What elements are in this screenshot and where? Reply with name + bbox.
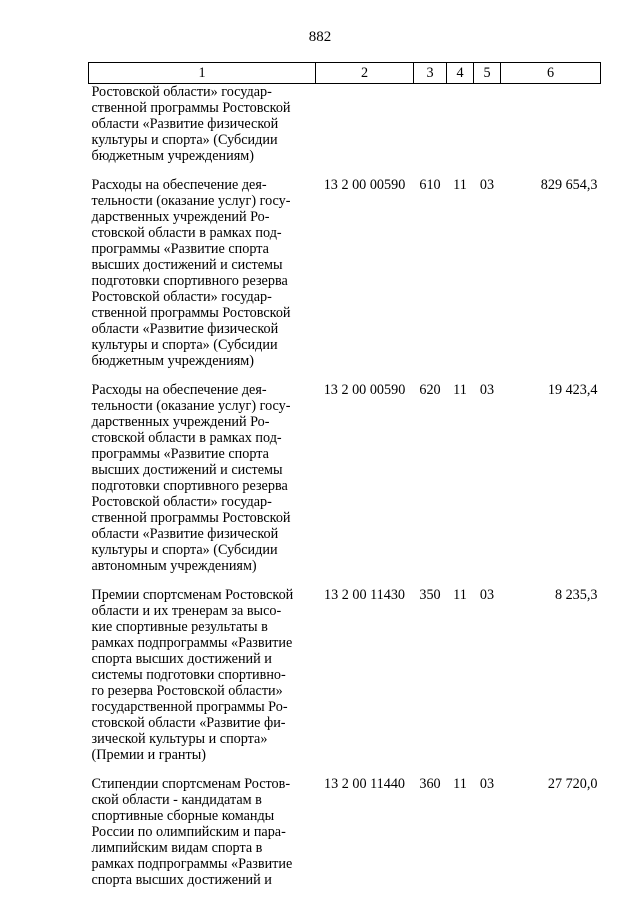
- row-code: 13 2 00 00590: [323, 382, 406, 398]
- row-subsection: [474, 84, 501, 178]
- description-line: Ростовской области» государ-: [91, 494, 272, 510]
- description-line: дарственных учреждений Ро-: [91, 209, 270, 225]
- header-col-2: 2: [316, 63, 414, 84]
- table-row: [89, 177, 601, 382]
- description-line: области и их тренерам за высо-: [91, 603, 282, 619]
- description-line: ственной программы Ростовской: [91, 305, 291, 321]
- row-subsection: 03: [479, 177, 495, 193]
- row-amount: 8 235,3: [554, 587, 598, 603]
- description-line: рамках подпрограммы «Развитие: [91, 856, 293, 872]
- description-line: лимпийским видам спорта в: [91, 840, 263, 856]
- table-row: [89, 587, 601, 776]
- row-description: [89, 587, 316, 776]
- row-amount: 19 423,4: [547, 382, 598, 398]
- description-line: Стипендии спортсменам Ростов-: [91, 776, 291, 792]
- description-line: стовской области в рамках под-: [91, 430, 282, 446]
- description-line: высших достижений и системы: [91, 462, 283, 478]
- row-subsection: 03: [479, 382, 495, 398]
- description-line: стовской области в рамках под-: [91, 225, 282, 241]
- row-code: 13 2 00 11440: [323, 776, 406, 792]
- description-line: Расходы на обеспечение дея-: [91, 382, 267, 398]
- row-section: 11: [453, 587, 467, 603]
- header-col-6: 6: [501, 63, 601, 84]
- description-line: области «Развитие физической: [91, 526, 279, 542]
- table-header-row: [89, 63, 601, 84]
- page-number: 882: [308, 29, 332, 45]
- header-col-5: 5: [474, 63, 501, 84]
- row-expense-type: 620: [419, 382, 441, 398]
- row-subsection: 03: [479, 587, 495, 603]
- row-description: [89, 84, 316, 178]
- description-line: ственной программы Ростовской: [91, 100, 291, 116]
- description-line: Премии спортсменам Ростовской: [91, 587, 294, 603]
- description-line: стовской области «Развитие фи-: [91, 715, 286, 731]
- description-line: (Премии и гранты): [91, 747, 206, 763]
- description-line: тельности (оказание услуг) госу-: [91, 398, 291, 414]
- row-section: 11: [453, 177, 467, 193]
- row-amount: [501, 84, 601, 178]
- description-line: подготовки спортивного резерва: [91, 478, 288, 494]
- description-line: зической культуры и спорта»: [91, 731, 268, 747]
- description-line: бюджетным учреждениям): [91, 148, 254, 164]
- table-row: [89, 382, 601, 587]
- row-amount: 27 720,0: [547, 776, 598, 792]
- description-line: программы «Развитие спорта: [91, 241, 269, 257]
- description-line: культуры и спорта» (Субсидии: [91, 337, 278, 353]
- description-line: подготовки спортивного резерва: [91, 273, 288, 289]
- row-expense-type: 350: [419, 587, 441, 603]
- row-description: [89, 382, 316, 587]
- description-line: ственной программы Ростовской: [91, 510, 291, 526]
- description-line: России по олимпийским и пара-: [91, 824, 286, 840]
- description-line: рамках подпрограммы «Развитие: [91, 635, 293, 651]
- row-section: [447, 84, 474, 178]
- row-expense-type: 610: [419, 177, 441, 193]
- description-line: дарственных учреждений Ро-: [91, 414, 270, 430]
- row-amount: 829 654,3: [540, 177, 598, 193]
- row-description: [89, 776, 316, 901]
- description-line: культуры и спорта» (Субсидии: [91, 132, 278, 148]
- description-line: спортивные сборные команды: [91, 808, 275, 824]
- description-line: государственной программы Ро-: [91, 699, 288, 715]
- header-col-3: 3: [414, 63, 447, 84]
- description-line: бюджетным учреждениям): [91, 353, 254, 369]
- description-line: системы подготовки спортивно-: [91, 667, 286, 683]
- description-line: спорта высших достижений и: [91, 872, 272, 888]
- row-code: 13 2 00 11430: [323, 587, 406, 603]
- description-line: кие спортивные результаты в: [91, 619, 268, 635]
- header-col-4: 4: [447, 63, 474, 84]
- budget-table: [88, 62, 601, 901]
- description-line: Расходы на обеспечение дея-: [91, 177, 267, 193]
- table-row: [89, 776, 601, 901]
- row-section: 11: [453, 776, 467, 792]
- row-subsection: 03: [479, 776, 495, 792]
- description-line: программы «Развитие спорта: [91, 446, 269, 462]
- row-expense-type: 360: [419, 776, 441, 792]
- row-code: 13 2 00 00590: [323, 177, 406, 193]
- description-line: ской области - кандидатам в: [91, 792, 262, 808]
- row-section: 11: [453, 382, 467, 398]
- row-description: [89, 177, 316, 382]
- row-expense-type: [414, 84, 447, 178]
- description-line: культуры и спорта» (Субсидии: [91, 542, 278, 558]
- description-line: Ростовской области» государ-: [91, 289, 272, 305]
- description-line: высших достижений и системы: [91, 257, 283, 273]
- description-line: спорта высших достижений и: [91, 651, 272, 667]
- description-line: области «Развитие физической: [91, 116, 279, 132]
- table-row: [89, 84, 601, 178]
- description-line: Ростовской области» государ-: [91, 84, 272, 100]
- description-line: автономным учреждениям): [91, 558, 257, 574]
- header-col-1: 1: [89, 63, 316, 84]
- description-line: тельности (оказание услуг) госу-: [91, 193, 291, 209]
- description-line: области «Развитие физической: [91, 321, 279, 337]
- description-line: го резерва Ростовской области»: [91, 683, 283, 699]
- row-code: [316, 84, 414, 178]
